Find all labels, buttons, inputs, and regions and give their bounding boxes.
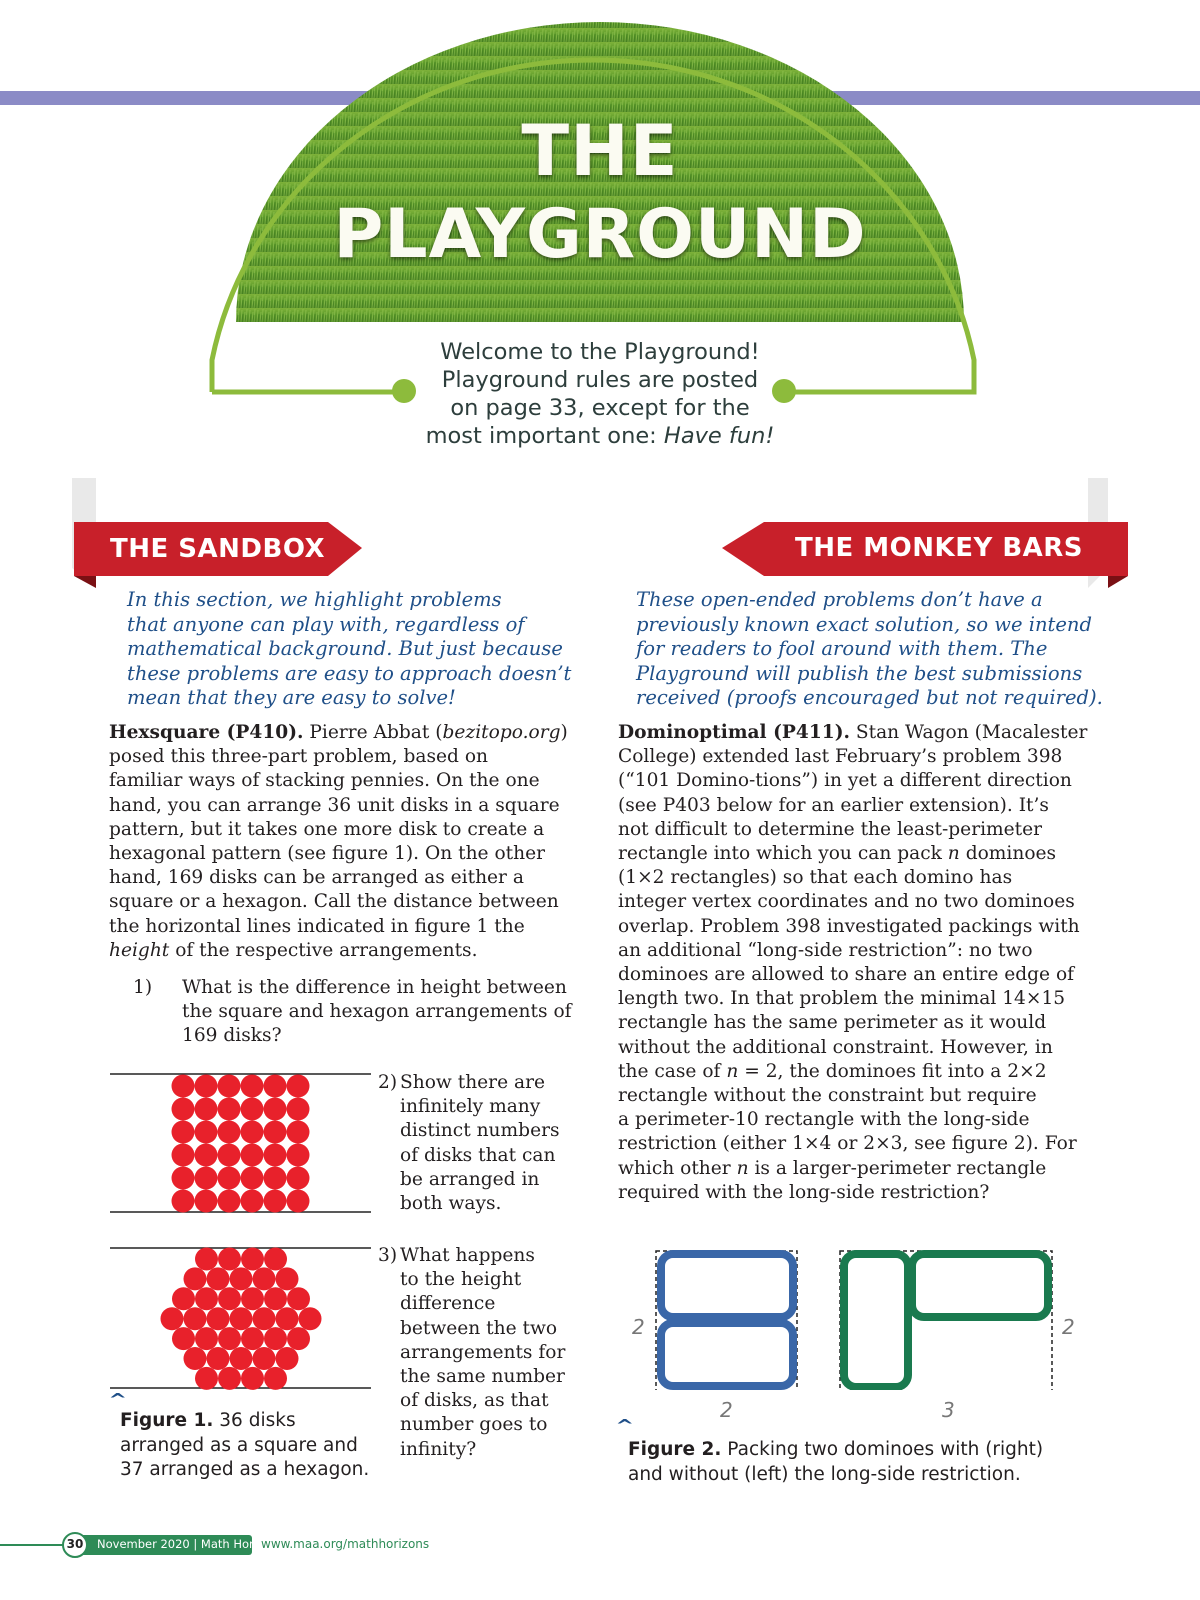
problem-title: Hexsquare (P410). [109,722,304,743]
question-3-number: 3) [378,1245,398,1266]
intro-line: Playground will publish the best submissions [636,661,1083,685]
figure-2-caption [628,1438,1108,1487]
title-line-1: THE [521,110,679,192]
body-line: (“101 Domino-tions”) in yet a different direction [618,770,1072,792]
disk [264,1098,287,1121]
disk [184,1307,207,1330]
disk [287,1098,310,1121]
body-line: of disks, as that [400,1390,549,1412]
body-line: an additional “long-side restriction”: no two [618,939,1033,961]
figure-label: Figure 2. [628,1439,722,1460]
sandbox-intro [127,588,597,711]
body-line [618,1060,1118,1084]
disk [241,1367,264,1390]
welcome-emphasis: Have fun! [663,423,775,449]
disk [218,1167,241,1190]
intro-line: previously known exact solution, so we intend [636,612,1092,636]
question-2-number: 2) [378,1072,398,1093]
disk [172,1287,195,1310]
figure-2-dominoes [640,1245,1080,1390]
disk [172,1144,195,1167]
welcome-line: on page 33, except for the [450,395,750,421]
disk [195,1367,218,1390]
disk [218,1098,241,1121]
body-line [618,1157,1118,1181]
caption-text: 36 disks [213,1410,296,1431]
sandbox-banner-title: THE SANDBOX [110,534,326,564]
body-text: the case of [618,1060,727,1082]
disk [195,1287,218,1310]
body-line: rectangle has the same perimeter as it would [618,1012,1047,1034]
title-line-2: PLAYGROUND [333,195,867,274]
disk [287,1167,310,1190]
disk [195,1075,218,1098]
body-line: posed this three-part problem, based on [109,746,488,768]
body-text: Stan Wagon (Macalester [849,722,1088,743]
disk [195,1144,218,1167]
caption-line: and without (left) the long-side restriction. [628,1463,1021,1485]
disk [264,1327,287,1350]
body-line [618,842,1118,866]
body-line: hexagonal pattern (see figure 1). On the other [109,843,545,865]
body-text: is a larger-perimeter rectangle [748,1157,1047,1179]
disk [287,1144,310,1167]
caption-line [120,1409,390,1434]
body-text: ) [560,722,568,743]
dimension-label-left-width: 2 [720,1398,733,1422]
hexsquare-problem [109,721,589,963]
disk [264,1167,287,1190]
body-line: overlap. Problem 398 investigated packings with [618,915,1080,937]
body-text: which other [618,1157,737,1179]
body-text: of the respective arrangements. [169,939,478,961]
disk [218,1144,241,1167]
disk [172,1121,195,1144]
body-line: pattern, but it takes one more disk to create a [109,818,545,840]
square-disk-arrangement [172,1075,310,1213]
body-line: hand, 169 disks can be arranged as either a [109,867,524,889]
body-line: be arranged in [400,1168,540,1190]
intro-line: mathematical background. But just because [127,637,563,660]
body-line [618,721,1118,745]
welcome-line: Welcome to the Playground! [440,339,760,365]
body-line [109,939,589,963]
disk [207,1307,230,1330]
hexagon-disk-arrangement [161,1248,322,1390]
disk [276,1267,299,1290]
body-line: the same number [400,1366,565,1388]
disk [230,1307,253,1330]
body-line: familiar ways of stacking pennies. On the one [109,770,540,792]
disk [230,1347,253,1370]
disk [161,1307,184,1330]
disk [299,1307,322,1330]
question-2-text [400,1071,600,1216]
author-site: bezitopo.org [442,722,561,743]
disk [172,1075,195,1098]
body-line: difference [400,1293,496,1315]
disk [241,1190,264,1213]
disk [287,1327,310,1350]
disk [264,1287,287,1310]
body-line [109,721,589,745]
figure-label: Figure 1. [120,1410,214,1431]
figure-1-caption [120,1409,390,1483]
body-line: square or a hexagon. Call the distance between [109,891,559,913]
page-number: 30 [66,1537,84,1551]
disk [207,1267,230,1290]
body-line: rectangle without the constraint but require [618,1085,1037,1107]
variable-n: n [947,843,960,865]
disk [218,1287,241,1310]
caption-line: 37 arranged as a hexagon. [120,1459,370,1480]
intro-line: these problems are easy to approach doesn’t [127,661,572,685]
variable-n: n [726,1060,739,1082]
body-line: between the two [400,1317,558,1339]
disk [218,1248,241,1271]
disk [276,1307,299,1330]
body-line: both ways. [400,1193,502,1215]
intro-line: In this section, we highlight problems [127,588,502,611]
caption-text: Packing two dominoes with (right) [721,1439,1044,1460]
caption-line [628,1438,1108,1463]
disk [264,1367,287,1390]
dominoptimal-problem [618,721,1118,1205]
body-line: length two. In that problem the minimal 14×15 [618,988,1066,1010]
body-line: dominoes are allowed to share an entire edge of [618,964,1075,986]
body-line: Show there are [400,1072,545,1093]
disk [241,1248,264,1271]
disk [241,1144,264,1167]
body-line: the horizontal lines indicated in figure 1 the [109,915,525,937]
caption-caret-icon: ^ [615,1416,635,1435]
caption-caret-icon: ^ [108,1390,128,1409]
body-line: (see P403 below for an earlier extension). It’s [618,794,1049,816]
figure-1-disks [108,1070,373,1400]
body-text: Pierre Abbat ( [303,722,443,743]
banner-fold [74,576,96,588]
body-line: infinity? [400,1438,477,1460]
disk [287,1075,310,1098]
body-line: a perimeter-10 rectangle with the long-side [618,1109,1030,1131]
body-line: number goes to [400,1414,548,1436]
disk [264,1248,287,1271]
body-line: integer vertex coordinates and no two dominoes [618,891,1075,913]
welcome-text: most important one: [425,423,664,449]
problem-title: Dominoptimal (P411). [618,722,850,743]
blue-domino-top [661,1254,793,1317]
disk [172,1167,195,1190]
disk [184,1347,207,1370]
disk [287,1121,310,1144]
caption-line: arranged as a square and [120,1434,358,1456]
intro-line: for readers to fool around with them. The [636,637,1048,660]
body-line: required with the long-side restriction? [618,1181,990,1203]
banner-fold [1108,576,1128,588]
disk [218,1121,241,1144]
welcome-line: Playground rules are posted [441,367,759,393]
welcome-message [390,338,810,450]
footer-url[interactable]: www.maa.org/mathhorizons [261,1537,430,1551]
disk [218,1190,241,1213]
body-line: restriction (either 1×4 or 2×3, see figure 2). For [618,1133,1077,1155]
disk [172,1327,195,1350]
emphasis: height [109,939,170,961]
question-3-text [400,1244,600,1462]
variable-n: n [736,1157,749,1179]
disk [264,1075,287,1098]
monkey-bars-banner-title: THE MONKEY BARS [795,533,1084,563]
body-line: distinct numbers [400,1120,560,1142]
body-line: 169 disks? [182,1025,282,1047]
intro-line: received (proofs encouraged but not required). [636,686,1103,709]
disk [264,1144,287,1167]
body-line: (1×2 rectangles) so that each domino has [618,867,1013,889]
disk [276,1347,299,1370]
disk [253,1307,276,1330]
body-line: to the height [400,1269,522,1291]
intro-line: that anyone can play with, regardless of [127,612,525,636]
dimension-label-right-height: 2 [1062,1315,1075,1339]
question-1-number: 1) [133,977,153,998]
disk [287,1287,310,1310]
disk [253,1267,276,1290]
body-line: without the additional constraint. However, in [618,1036,1053,1058]
body-line: of disks that can [400,1144,556,1166]
disk [241,1287,264,1310]
disk [253,1347,276,1370]
disk [241,1075,264,1098]
disk [218,1327,241,1350]
body-text: = 2, the dominoes fit into a 2×2 [738,1060,1047,1082]
body-line: arrangements for [400,1341,566,1363]
disk [195,1190,218,1213]
disk [241,1098,264,1121]
dimension-label-right-width: 3 [942,1398,955,1422]
disk [218,1367,241,1390]
dimension-label-left-height: 2 [632,1315,645,1339]
monkey-bars-intro [636,588,1106,711]
body-line: infinitely many [400,1096,541,1118]
body-line: the square and hexagon arrangements of [182,1001,572,1023]
body-line: not difficult to determine the least-perimeter [618,818,1043,840]
body-line: hand, you can arrange 36 unit disks in a square [109,794,560,816]
body-line: What is the difference in height between [182,977,567,998]
disk [241,1327,264,1350]
green-domino-vertical [844,1254,908,1387]
disk [264,1190,287,1213]
body-text: dominoes [959,843,1057,865]
welcome-line [390,422,810,450]
disk [218,1075,241,1098]
footer-issue: November 2020 | Math Horizons [97,1537,284,1551]
body-text: rectangle into which you can pack [618,843,948,865]
disk [287,1190,310,1213]
green-domino-horizontal [912,1254,1048,1317]
body-line: What happens [400,1245,535,1266]
body-line: College) extended last February’s problem 398 [618,746,1063,768]
intro-line: These open-ended problems don’t have a [636,588,1043,611]
disk [195,1327,218,1350]
disk [195,1248,218,1271]
disk [195,1167,218,1190]
disk [241,1167,264,1190]
disk [172,1098,195,1121]
disk [241,1121,264,1144]
disk [184,1267,207,1290]
disk [195,1098,218,1121]
question-1-text [182,976,592,1049]
blue-domino-bottom [661,1323,793,1386]
intro-line: mean that they are easy to solve! [127,686,456,709]
disk [230,1267,253,1290]
disk [264,1121,287,1144]
disk [172,1190,195,1213]
disk [207,1347,230,1370]
disk [195,1121,218,1144]
